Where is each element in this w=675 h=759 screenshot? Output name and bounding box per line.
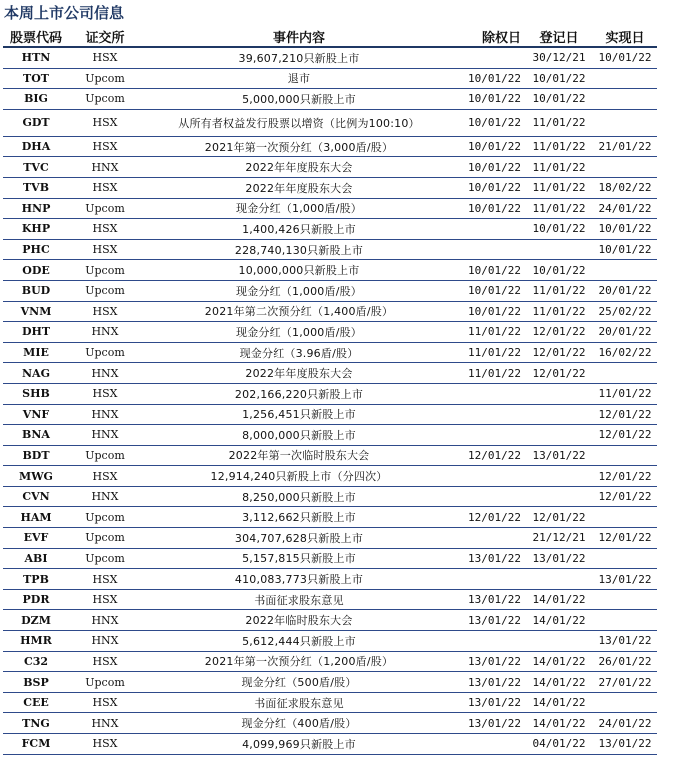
cell-exchange: HSX xyxy=(69,301,141,322)
cell-record-date: 12/01/22 xyxy=(525,322,593,343)
table-row xyxy=(3,672,657,693)
cell-ex-date: 13/01/22 xyxy=(457,548,525,569)
cell-ex-date: 10/01/22 xyxy=(457,136,525,157)
cell-stock-code: PHC xyxy=(3,239,69,260)
cell-exchange: Upcom xyxy=(69,260,141,281)
cell-ex-date: 10/01/22 xyxy=(457,89,525,110)
cell-record-date: 12/01/22 xyxy=(525,342,593,363)
cell-record-date: 10/01/22 xyxy=(525,89,593,110)
cell-record-date xyxy=(525,569,593,590)
cell-event: 现金分红（1,000盾/股） xyxy=(141,280,457,301)
cell-exchange: HSX xyxy=(69,219,141,240)
cell-event: 1,256,451只新股上市 xyxy=(141,404,457,425)
cell-stock-code: TVC xyxy=(3,157,69,178)
cell-stock-code: DHA xyxy=(3,136,69,157)
cell-realize-date xyxy=(593,548,657,569)
cell-exchange: HNX xyxy=(69,713,141,734)
cell-record-date: 14/01/22 xyxy=(525,610,593,631)
header-realize-date: 实现日 xyxy=(593,26,657,47)
cell-stock-code: HTN xyxy=(3,47,69,68)
cell-exchange: Upcom xyxy=(69,280,141,301)
cell-stock-code: ABI xyxy=(3,548,69,569)
cell-event: 5,157,815只新股上市 xyxy=(141,548,457,569)
cell-exchange: HSX xyxy=(69,692,141,713)
table-row xyxy=(3,466,657,487)
cell-event: 现金分红（3.96盾/股） xyxy=(141,342,457,363)
cell-ex-date: 10/01/22 xyxy=(457,198,525,219)
cell-stock-code: NAG xyxy=(3,363,69,384)
cell-event: 2022年年度股东大会 xyxy=(141,363,457,384)
cell-event: 3,112,662只新股上市 xyxy=(141,507,457,528)
cell-event: 1,400,426只新股上市 xyxy=(141,219,457,240)
table-row xyxy=(3,322,657,343)
cell-stock-code: DHT xyxy=(3,322,69,343)
cell-event: 304,707,628只新股上市 xyxy=(141,528,457,549)
cell-record-date xyxy=(525,631,593,652)
table-row xyxy=(3,651,657,672)
cell-realize-date: 13/01/22 xyxy=(593,734,657,755)
cell-stock-code: BSP xyxy=(3,672,69,693)
cell-realize-date xyxy=(593,157,657,178)
header-stock-code: 股票代码 xyxy=(3,26,69,47)
cell-ex-date: 11/01/22 xyxy=(457,363,525,384)
table-row xyxy=(3,610,657,631)
table-row xyxy=(3,507,657,528)
cell-realize-date xyxy=(593,692,657,713)
cell-stock-code: TOT xyxy=(3,68,69,89)
table-row xyxy=(3,157,657,178)
cell-stock-code: VNM xyxy=(3,301,69,322)
cell-exchange: Upcom xyxy=(69,507,141,528)
cell-ex-date: 10/01/22 xyxy=(457,280,525,301)
cell-exchange: HSX xyxy=(69,589,141,610)
cell-exchange: HSX xyxy=(69,239,141,260)
cell-stock-code: GDT xyxy=(3,109,69,136)
cell-exchange: HSX xyxy=(69,466,141,487)
cell-event: 5,000,000只新股上市 xyxy=(141,89,457,110)
cell-realize-date: 12/01/22 xyxy=(593,486,657,507)
cell-realize-date xyxy=(593,260,657,281)
cell-realize-date: 10/01/22 xyxy=(593,47,657,68)
cell-exchange: HSX xyxy=(69,109,141,136)
table-row xyxy=(3,589,657,610)
cell-stock-code: FCM xyxy=(3,734,69,755)
table-body xyxy=(3,47,657,754)
cell-exchange: HNX xyxy=(69,486,141,507)
table-row xyxy=(3,404,657,425)
table-row xyxy=(3,569,657,590)
cell-realize-date: 12/01/22 xyxy=(593,466,657,487)
cell-exchange: HSX xyxy=(69,734,141,755)
cell-record-date xyxy=(525,239,593,260)
cell-ex-date: 13/01/22 xyxy=(457,713,525,734)
table-row xyxy=(3,445,657,466)
table-row xyxy=(3,219,657,240)
page-title: 本周上市公司信息 xyxy=(4,4,125,22)
cell-ex-date xyxy=(457,425,525,446)
cell-event: 5,612,444只新股上市 xyxy=(141,631,457,652)
table-row xyxy=(3,280,657,301)
table-row xyxy=(3,136,657,157)
cell-event: 现金分红（400盾/股） xyxy=(141,713,457,734)
cell-record-date: 10/01/22 xyxy=(525,68,593,89)
cell-record-date: 14/01/22 xyxy=(525,672,593,693)
cell-stock-code: HNP xyxy=(3,198,69,219)
cell-ex-date: 13/01/22 xyxy=(457,672,525,693)
cell-realize-date: 12/01/22 xyxy=(593,425,657,446)
cell-record-date: 11/01/22 xyxy=(525,136,593,157)
cell-exchange: HNX xyxy=(69,631,141,652)
cell-realize-date: 25/02/22 xyxy=(593,301,657,322)
cell-exchange: HNX xyxy=(69,363,141,384)
cell-record-date: 11/01/22 xyxy=(525,157,593,178)
table-row xyxy=(3,528,657,549)
cell-exchange: HSX xyxy=(69,651,141,672)
cell-record-date: 10/01/22 xyxy=(525,219,593,240)
cell-exchange: Upcom xyxy=(69,198,141,219)
cell-ex-date: 11/01/22 xyxy=(457,342,525,363)
cell-ex-date: 10/01/22 xyxy=(457,109,525,136)
cell-ex-date xyxy=(457,569,525,590)
cell-stock-code: TVB xyxy=(3,177,69,198)
cell-stock-code: EVF xyxy=(3,528,69,549)
cell-stock-code: BDT xyxy=(3,445,69,466)
cell-record-date: 11/01/22 xyxy=(525,198,593,219)
cell-ex-date: 10/01/22 xyxy=(457,301,525,322)
cell-event: 4,099,969只新股上市 xyxy=(141,734,457,755)
cell-stock-code: HMR xyxy=(3,631,69,652)
cell-exchange: HSX xyxy=(69,383,141,404)
cell-event: 8,000,000只新股上市 xyxy=(141,425,457,446)
cell-event: 现金分红（500盾/股） xyxy=(141,672,457,693)
cell-record-date: 14/01/22 xyxy=(525,651,593,672)
cell-realize-date: 26/01/22 xyxy=(593,651,657,672)
cell-realize-date: 13/01/22 xyxy=(593,569,657,590)
cell-event: 2021年第一次预分红（1,200盾/股） xyxy=(141,651,457,672)
cell-exchange: HSX xyxy=(69,569,141,590)
cell-event: 2022年年度股东大会 xyxy=(141,177,457,198)
header-event: 事件内容 xyxy=(141,26,457,47)
cell-realize-date xyxy=(593,89,657,110)
cell-ex-date xyxy=(457,383,525,404)
cell-exchange: HNX xyxy=(69,425,141,446)
cell-stock-code: CEE xyxy=(3,692,69,713)
cell-stock-code: MIE xyxy=(3,342,69,363)
cell-exchange: Upcom xyxy=(69,68,141,89)
cell-record-date xyxy=(525,404,593,425)
table-row xyxy=(3,198,657,219)
cell-record-date: 10/01/22 xyxy=(525,260,593,281)
cell-realize-date: 24/01/22 xyxy=(593,198,657,219)
cell-stock-code: HAM xyxy=(3,507,69,528)
table-row xyxy=(3,425,657,446)
table-row xyxy=(3,89,657,110)
cell-ex-date xyxy=(457,528,525,549)
table-row xyxy=(3,363,657,384)
cell-record-date xyxy=(525,486,593,507)
cell-record-date: 30/12/21 xyxy=(525,47,593,68)
cell-record-date: 11/01/22 xyxy=(525,301,593,322)
cell-record-date: 11/01/22 xyxy=(525,109,593,136)
cell-event: 退市 xyxy=(141,68,457,89)
cell-realize-date: 21/01/22 xyxy=(593,136,657,157)
cell-record-date: 11/01/22 xyxy=(525,177,593,198)
cell-realize-date: 24/01/22 xyxy=(593,713,657,734)
cell-record-date: 11/01/22 xyxy=(525,280,593,301)
cell-event: 现金分红（1,000盾/股） xyxy=(141,322,457,343)
cell-event: 410,083,773只新股上市 xyxy=(141,569,457,590)
cell-realize-date: 13/01/22 xyxy=(593,631,657,652)
cell-stock-code: CVN xyxy=(3,486,69,507)
table-row xyxy=(3,692,657,713)
cell-ex-date xyxy=(457,239,525,260)
table-row xyxy=(3,301,657,322)
cell-record-date: 13/01/22 xyxy=(525,548,593,569)
cell-event: 2021年第二次预分红（1,400盾/股） xyxy=(141,301,457,322)
cell-event: 2021年第一次预分红（3,000盾/股） xyxy=(141,136,457,157)
table-row xyxy=(3,486,657,507)
header-record-date: 登记日 xyxy=(525,26,593,47)
cell-ex-date: 12/01/22 xyxy=(457,445,525,466)
cell-realize-date: 20/01/22 xyxy=(593,280,657,301)
table-row xyxy=(3,713,657,734)
table-row xyxy=(3,631,657,652)
cell-ex-date xyxy=(457,631,525,652)
cell-stock-code: BUD xyxy=(3,280,69,301)
cell-exchange: Upcom xyxy=(69,672,141,693)
table-row xyxy=(3,548,657,569)
cell-exchange: Upcom xyxy=(69,445,141,466)
cell-event: 书面征求股东意见 xyxy=(141,589,457,610)
cell-event: 现金分红（1,000盾/股） xyxy=(141,198,457,219)
cell-event: 39,607,210只新股上市 xyxy=(141,47,457,68)
cell-event: 228,740,130只新股上市 xyxy=(141,239,457,260)
cell-ex-date xyxy=(457,466,525,487)
cell-ex-date: 13/01/22 xyxy=(457,651,525,672)
table-row xyxy=(3,342,657,363)
table-row xyxy=(3,177,657,198)
cell-record-date: 12/01/22 xyxy=(525,507,593,528)
cell-ex-date: 10/01/22 xyxy=(457,260,525,281)
cell-event: 202,166,220只新股上市 xyxy=(141,383,457,404)
cell-ex-date xyxy=(457,404,525,425)
cell-record-date xyxy=(525,466,593,487)
cell-event: 10,000,000只新股上市 xyxy=(141,260,457,281)
cell-realize-date: 12/01/22 xyxy=(593,404,657,425)
cell-realize-date xyxy=(593,610,657,631)
cell-realize-date xyxy=(593,507,657,528)
cell-stock-code: DZM xyxy=(3,610,69,631)
cell-exchange: HNX xyxy=(69,322,141,343)
cell-stock-code: TPB xyxy=(3,569,69,590)
cell-realize-date: 10/01/22 xyxy=(593,219,657,240)
cell-event: 2022年年度股东大会 xyxy=(141,157,457,178)
cell-record-date xyxy=(525,383,593,404)
cell-realize-date xyxy=(593,68,657,89)
listed-companies-table xyxy=(3,26,657,755)
cell-exchange: Upcom xyxy=(69,548,141,569)
cell-event: 2022年临时股东大会 xyxy=(141,610,457,631)
cell-realize-date: 27/01/22 xyxy=(593,672,657,693)
cell-record-date xyxy=(525,425,593,446)
cell-realize-date xyxy=(593,445,657,466)
cell-realize-date: 11/01/22 xyxy=(593,383,657,404)
cell-exchange: Upcom xyxy=(69,342,141,363)
cell-event: 从所有者权益发行股票以增资（比例为100:10） xyxy=(141,109,457,136)
cell-exchange: HNX xyxy=(69,610,141,631)
cell-stock-code: SHB xyxy=(3,383,69,404)
cell-record-date: 14/01/22 xyxy=(525,692,593,713)
table-row xyxy=(3,260,657,281)
cell-realize-date xyxy=(593,589,657,610)
cell-realize-date: 12/01/22 xyxy=(593,528,657,549)
cell-event: 12,914,240只新股上市（分四次） xyxy=(141,466,457,487)
cell-exchange: HNX xyxy=(69,157,141,178)
cell-ex-date: 10/01/22 xyxy=(457,68,525,89)
cell-event: 书面征求股东意见 xyxy=(141,692,457,713)
cell-record-date: 14/01/22 xyxy=(525,713,593,734)
table-row xyxy=(3,383,657,404)
cell-record-date: 13/01/22 xyxy=(525,445,593,466)
cell-stock-code: TNG xyxy=(3,713,69,734)
cell-exchange: Upcom xyxy=(69,528,141,549)
cell-stock-code: C32 xyxy=(3,651,69,672)
cell-realize-date: 18/02/22 xyxy=(593,177,657,198)
cell-realize-date: 20/01/22 xyxy=(593,322,657,343)
header-exchange: 证交所 xyxy=(69,26,141,47)
cell-record-date: 14/01/22 xyxy=(525,589,593,610)
cell-realize-date xyxy=(593,109,657,136)
cell-exchange: HSX xyxy=(69,177,141,198)
cell-stock-code: PDR xyxy=(3,589,69,610)
cell-ex-date: 13/01/22 xyxy=(457,692,525,713)
cell-exchange: HSX xyxy=(69,47,141,68)
cell-stock-code: ODE xyxy=(3,260,69,281)
cell-realize-date: 16/02/22 xyxy=(593,342,657,363)
cell-event: 8,250,000只新股上市 xyxy=(141,486,457,507)
cell-realize-date: 10/01/22 xyxy=(593,239,657,260)
cell-ex-date: 11/01/22 xyxy=(457,322,525,343)
cell-ex-date: 13/01/22 xyxy=(457,610,525,631)
cell-record-date: 04/01/22 xyxy=(525,734,593,755)
cell-record-date: 12/01/22 xyxy=(525,363,593,384)
table-row xyxy=(3,239,657,260)
cell-exchange: Upcom xyxy=(69,89,141,110)
table-row xyxy=(3,68,657,89)
table-row xyxy=(3,734,657,755)
table-header-row xyxy=(3,26,657,47)
cell-ex-date: 10/01/22 xyxy=(457,177,525,198)
table-row xyxy=(3,47,657,68)
cell-realize-date xyxy=(593,363,657,384)
cell-ex-date xyxy=(457,486,525,507)
cell-ex-date xyxy=(457,219,525,240)
header-ex-date: 除权日 xyxy=(457,26,525,47)
cell-stock-code: KHP xyxy=(3,219,69,240)
cell-record-date: 21/12/21 xyxy=(525,528,593,549)
cell-ex-date xyxy=(457,47,525,68)
cell-stock-code: MWG xyxy=(3,466,69,487)
cell-exchange: HSX xyxy=(69,136,141,157)
cell-ex-date: 13/01/22 xyxy=(457,589,525,610)
cell-exchange: HNX xyxy=(69,404,141,425)
cell-ex-date: 10/01/22 xyxy=(457,157,525,178)
table-row xyxy=(3,109,657,136)
cell-event: 2022年第一次临时股东大会 xyxy=(141,445,457,466)
cell-stock-code: BIG xyxy=(3,89,69,110)
cell-stock-code: BNA xyxy=(3,425,69,446)
cell-ex-date: 12/01/22 xyxy=(457,507,525,528)
cell-ex-date xyxy=(457,734,525,755)
cell-stock-code: VNF xyxy=(3,404,69,425)
